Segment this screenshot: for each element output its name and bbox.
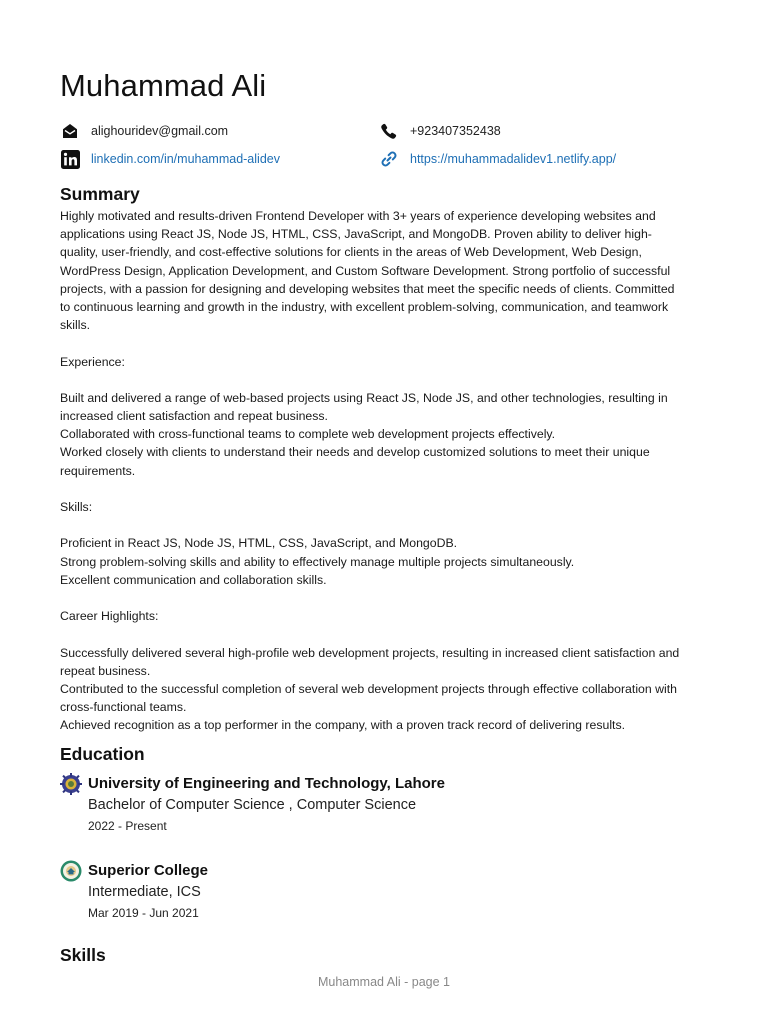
highlight-line: Successfully delivered several high-profile web development projects, resulting in increased client satisfaction and <box>60 645 680 660</box>
website-link[interactable]: https://muhammadalidev1.netlify.app/ <box>410 152 617 166</box>
experience-line: increased client satisfaction and repeat business. <box>60 409 328 424</box>
skills-line: Strong problem-solving skills and ability to effectively manage multiple projects simultaneously. <box>60 554 575 569</box>
phone-text: +923407352438 <box>410 124 501 138</box>
phone-icon <box>379 121 399 141</box>
spacer <box>60 516 700 534</box>
summary-heading: Summary <box>60 184 140 204</box>
education-heading: Education <box>60 744 145 764</box>
contact-linkedin[interactable] <box>60 149 280 169</box>
education-dates: 2022 - Present <box>88 819 167 833</box>
highlight-line: cross-functional teams. <box>60 700 187 715</box>
summary-line: Highly motivated and results-driven Frontend Developer with 3+ years of experience developing websites and <box>60 209 656 223</box>
experience-line: Collaborated with cross-functional teams to complete web development projects effectively. <box>60 427 556 442</box>
uet-logo <box>60 773 82 795</box>
school-name: University of Engineering and Technology, Lahore <box>88 775 445 792</box>
summary-line: applications using React JS, Node JS, HTML, CSS, JavaScript, and MongoDB. Proven ability to deliver high- <box>60 227 652 242</box>
summary-line: skills. <box>60 318 91 333</box>
experience-line: requirements. <box>60 463 136 478</box>
superior-college-logo <box>60 860 82 882</box>
degree: Bachelor of Computer Science , Computer Science <box>88 797 417 813</box>
linkedin-link[interactable]: linkedin.com/in/muhammad-alidev <box>91 152 280 166</box>
summary-line: WordPress Design, Application Development, and Custom Software Development. Strong portfolio of successful <box>60 263 671 278</box>
skills-label: Skills: <box>60 500 93 514</box>
contact-email[interactable] <box>60 121 228 141</box>
highlight-line: Contributed to the successful completion of several web development projects through effective collaboration with <box>60 681 678 696</box>
contact-website[interactable] <box>379 149 616 169</box>
linkedin-icon <box>60 149 80 169</box>
candidate-name: Muhammad Ali <box>60 68 267 103</box>
summary-line: to continuous learning and growth in the industry, with excellent problem-solving, communication, and teamwork <box>60 299 669 314</box>
highlight-line: Achieved recognition as a top performer in the company, with a proven track record of delivering results. <box>60 718 626 733</box>
skills-line: Excellent communication and collaboration skills. <box>60 572 327 587</box>
summary-line: quality, user-friendly, and cost-effective solutions for clients in the areas of Web Development, Web Design, <box>60 245 642 260</box>
experience-label: Experience: <box>60 354 125 369</box>
spacer <box>60 589 700 607</box>
page-footer: Muhammad Ali - page 1 <box>317 975 450 989</box>
summary-body <box>60 207 700 734</box>
link-icon <box>379 149 399 169</box>
summary-line: projects, with a passion for designing and developing websites that meet the specific needs of clients. Committed <box>60 281 675 296</box>
spacer <box>60 480 700 498</box>
skills-heading: Skills <box>60 945 106 965</box>
spacer <box>60 334 700 352</box>
school-name: Superior College <box>88 862 209 879</box>
skills-line: Proficient in React JS, Node JS, HTML, CSS, JavaScript, and MongoDB. <box>60 536 458 551</box>
email-icon <box>60 121 80 141</box>
contact-phone[interactable] <box>379 121 501 141</box>
career-highlights-label: Career Highlights: <box>60 609 159 624</box>
experience-line: Built and delivered a range of web-based projects using React JS, Node JS, and other technologies, resulting in <box>60 390 668 405</box>
education-dates: Mar 2019 - Jun 2021 <box>88 906 199 920</box>
experience-line: Worked closely with clients to understand their needs and develop customized solutions to meet their unique <box>60 445 650 460</box>
spacer <box>60 625 700 643</box>
email-text: alighouridev@gmail.com <box>91 124 229 138</box>
spacer <box>60 371 700 389</box>
degree: Intermediate, ICS <box>88 884 201 900</box>
highlight-line: repeat business. <box>60 663 151 678</box>
